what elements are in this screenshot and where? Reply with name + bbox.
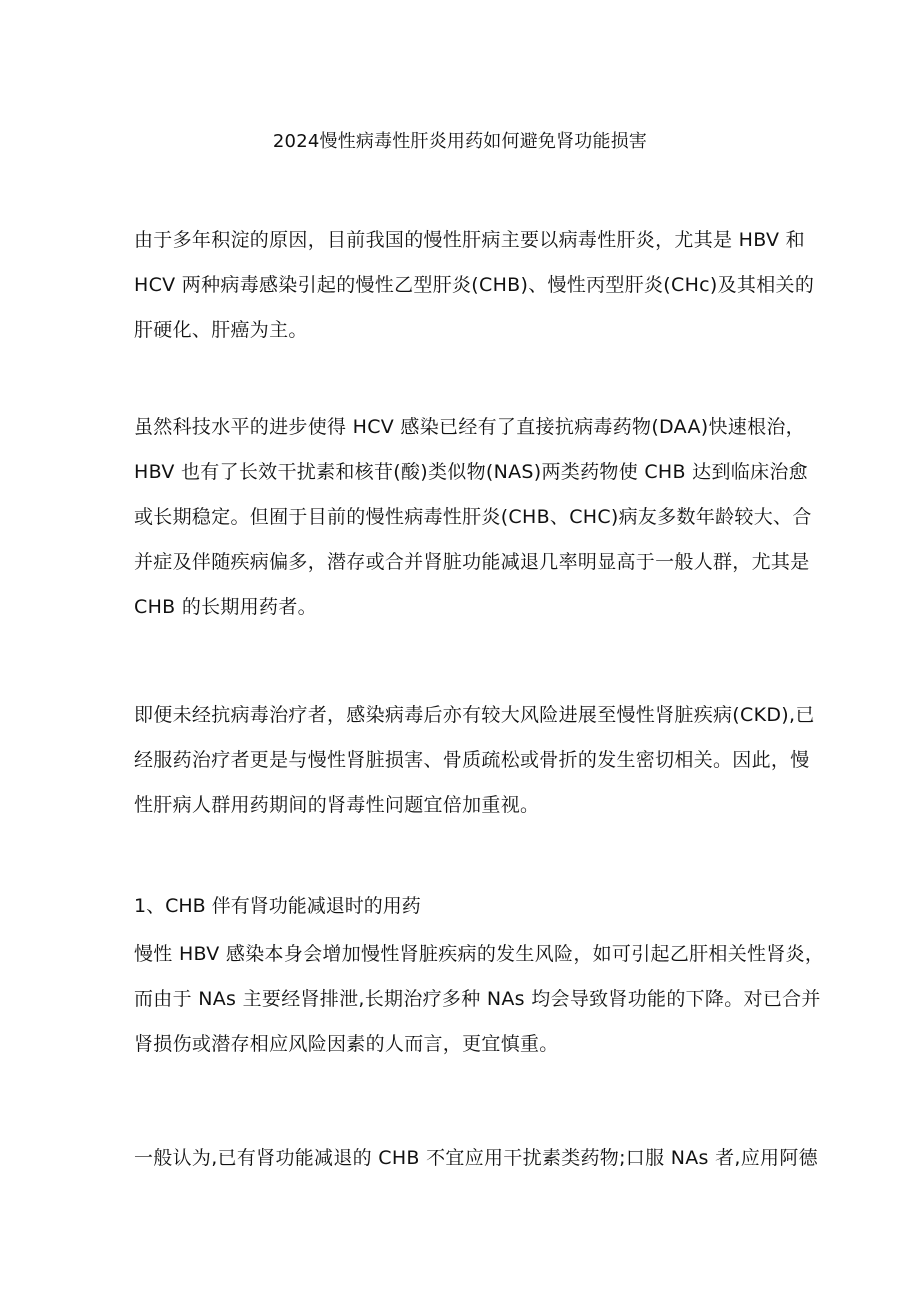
paragraph-line: 经服药治疗者更是与慢性肾脏损害、骨质疏松或骨折的发生密切相关。因此，慢 xyxy=(134,749,810,771)
paragraph-line: 即便未经抗病毒治疗者，感染病毒后亦有较大风险进展至慢性肾脏疾病(CKD),已 xyxy=(134,704,815,726)
paragraph-last xyxy=(134,1136,818,1181)
paragraph-ckd-risk xyxy=(134,693,815,828)
paragraph-line: 或长期稳定。但囿于目前的慢性病毒性肝炎(CHB、CHC)病友多数年龄较大、合 xyxy=(134,506,812,528)
document-title: 2024慢性病毒性肝炎用药如何避免肾功能损害 xyxy=(272,131,648,152)
paragraph-line: 肾损伤或潜存相应风险因素的人而言，更宜慎重。 xyxy=(134,1033,559,1055)
paragraph-line: 性肝病人群用药期间的肾毒性问题宜倍加重视。 xyxy=(134,794,540,816)
paragraph-line: CHB 的长期用药者。 xyxy=(134,596,317,618)
section-heading: 1、CHB 伴有肾功能减退时的用药 xyxy=(134,895,421,917)
paragraph-line: 一般认为,已有肾功能减退的 CHB 不宜应用干扰素类药物;口服 NAs 者,应用阿德 xyxy=(134,1147,818,1169)
paragraph-line: 由于多年积淀的原因，目前我国的慢性肝病主要以病毒性肝炎，尤其是 HBV 和 xyxy=(134,229,805,251)
paragraph-line: 而由于 NAs 主要经肾排泄,长期治疗多种 NAs 均会导致肾功能的下降。对已合并 xyxy=(134,988,821,1010)
paragraph-line: 慢性 HBV 感染本身会增加慢性肾脏疾病的发生风险，如可引起乙肝相关性肾炎， xyxy=(134,943,825,965)
paragraph-treatment-progress xyxy=(134,405,812,630)
paragraph-line: 并症及伴随疾病偏多，潜存或合并肾脏功能减退几率明显高于一般人群，尤其是 xyxy=(134,551,810,573)
paragraph-section1 xyxy=(134,932,825,1067)
paragraph-line: 肝硬化、肝癌为主。 xyxy=(134,319,308,341)
paragraph-intro xyxy=(134,218,815,353)
paragraph-line: 虽然科技水平的进步使得 HCV 感染已经有了直接抗病毒药物(DAA)快速根治， xyxy=(134,416,805,438)
paragraph-line: HBV 也有了长效干扰素和核苷(酸)类似物(NAS)两类药物使 CHB 达到临床治愈 xyxy=(134,461,808,483)
paragraph-line: HCV 两种病毒感染引起的慢性乙型肝炎(CHB)、慢性丙型肝炎(CHc)及其相关的 xyxy=(134,274,815,296)
